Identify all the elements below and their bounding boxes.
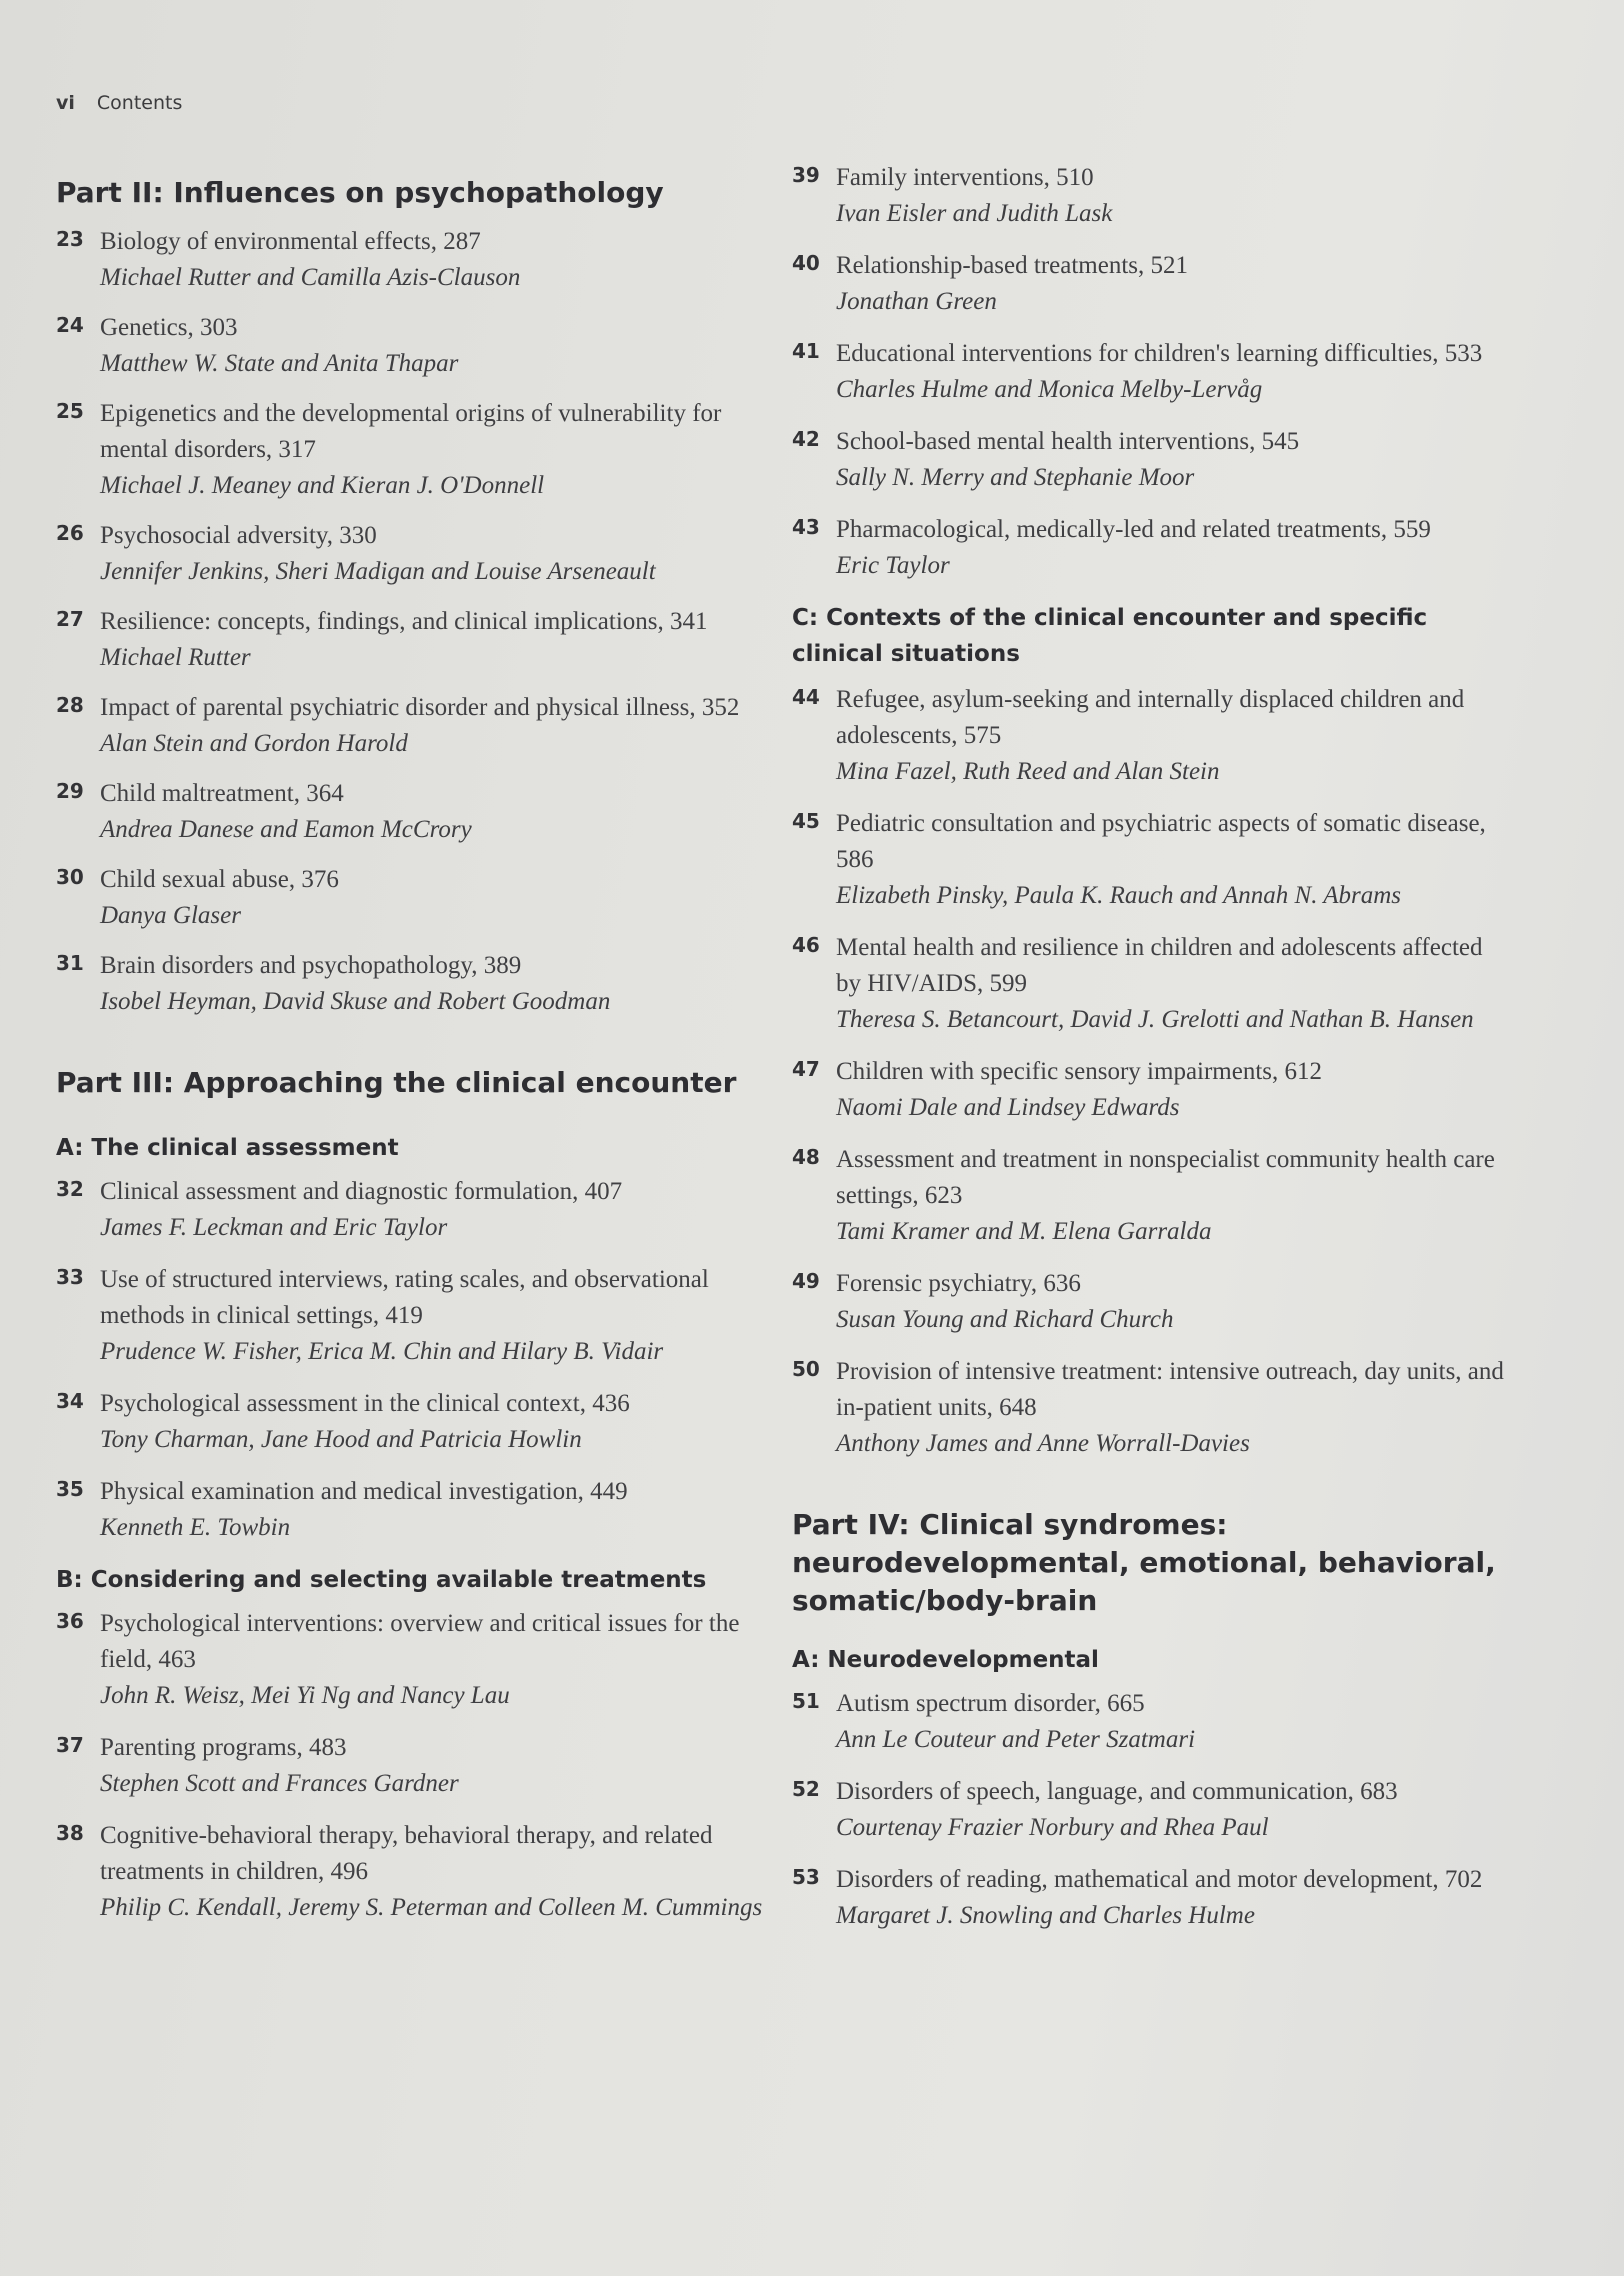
toc-entry	[792, 1142, 1512, 1250]
toc-entry	[56, 862, 776, 934]
chapter-authors: Mina Fazel, Ruth Reed and Alan Stein	[836, 758, 1220, 785]
chapter-authors: Courtenay Frazier Norbury and Rhea Paul	[836, 1814, 1269, 1841]
chapter-authors: Prudence W. Fisher, Erica M. Chin and Hilary B. Vidair	[100, 1338, 664, 1365]
right-column	[792, 160, 1512, 1950]
toc-entry	[792, 512, 1512, 584]
chapter-authors: Elizabeth Pinsky, Paula K. Rauch and Annah N. Abrams	[836, 882, 1402, 909]
chapter-number: 31	[56, 951, 84, 975]
running-head	[56, 92, 182, 114]
toc-entry	[56, 604, 776, 676]
chapter-number: 45	[792, 809, 820, 833]
chapter-number: 38	[56, 1821, 84, 1845]
chapter-title: Family interventions, 510	[836, 164, 1094, 191]
chapter-number: 23	[56, 227, 84, 251]
toc-entry	[792, 1354, 1512, 1462]
chapter-title: Physical examination and medical investigation, 449	[100, 1478, 628, 1505]
chapter-authors: Margaret J. Snowling and Charles Hulme	[836, 1902, 1255, 1929]
section-heading: C: Contexts of the clinical encounter and specific clinical situations	[792, 605, 1428, 667]
part-heading: Part II: Influences on psychopathology	[56, 176, 664, 209]
chapter-number: 29	[56, 779, 84, 803]
chapter-title: Genetics, 303	[100, 314, 238, 341]
chapter-number: 25	[56, 399, 84, 423]
chapter-authors: Alan Stein and Gordon Harold	[100, 730, 408, 757]
chapter-number: 43	[792, 515, 820, 539]
toc-entry	[792, 1686, 1512, 1758]
chapter-title: Disorders of speech, language, and communication, 683	[836, 1778, 1398, 1805]
toc-entry	[792, 424, 1512, 496]
chapter-number: 24	[56, 313, 84, 337]
chapter-number: 35	[56, 1477, 84, 1501]
chapter-authors: Tony Charman, Jane Hood and Patricia Howlin	[100, 1426, 582, 1453]
section-heading: B: Considering and selecting available treatments	[56, 1567, 707, 1593]
chapter-authors: Andrea Danese and Eamon McCrory	[100, 816, 472, 843]
toc-entry	[792, 682, 1512, 790]
toc-entry	[56, 690, 776, 762]
page-number: vi	[56, 92, 75, 114]
chapter-number: 28	[56, 693, 84, 717]
section-heading: A: Neurodevelopmental	[792, 1647, 1099, 1673]
chapter-number: 26	[56, 521, 84, 545]
chapter-title: Mental health and resilience in children and adolescents affected by HIV/AIDS, 599	[836, 934, 1483, 997]
toc-entry	[792, 1862, 1512, 1934]
chapter-title: Brain disorders and psychopathology, 389	[100, 952, 522, 979]
chapter-number: 49	[792, 1269, 820, 1293]
toc-entry	[792, 930, 1512, 1038]
toc-entry	[792, 1054, 1512, 1126]
toc-entry	[792, 1774, 1512, 1846]
section-heading: A: The clinical assessment	[56, 1135, 399, 1161]
chapter-authors: Anthony James and Anne Worrall-Davies	[836, 1430, 1250, 1457]
chapter-number: 27	[56, 607, 84, 631]
chapter-authors: Danya Glaser	[100, 902, 241, 929]
chapter-title: Child maltreatment, 364	[100, 780, 344, 807]
part-heading: Part IV: Clinical syndromes: neurodevelopmental, emotional, behavioral, somatic/body-brain	[792, 1508, 1496, 1617]
chapter-number: 48	[792, 1145, 820, 1169]
chapter-authors: Jennifer Jenkins, Sheri Madigan and Louise Arseneault	[100, 558, 656, 585]
chapter-title: Psychological assessment in the clinical context, 436	[100, 1390, 630, 1417]
chapter-authors: Jonathan Green	[836, 288, 997, 315]
chapter-number: 53	[792, 1865, 820, 1889]
chapter-title: Clinical assessment and diagnostic formulation, 407	[100, 1178, 623, 1205]
toc-entry	[56, 1262, 776, 1370]
chapter-title: Children with specific sensory impairments, 612	[836, 1058, 1323, 1085]
toc-entry	[56, 518, 776, 590]
chapter-authors: Sally N. Merry and Stephanie Moor	[836, 464, 1195, 491]
chapter-title: Cognitive-behavioral therapy, behavioral therapy, and related treatments in children, 496	[100, 1822, 713, 1885]
chapter-number: 50	[792, 1357, 820, 1381]
chapter-title: School-based mental health interventions, 545	[836, 428, 1300, 455]
chapter-title: Relationship-based treatments, 521	[836, 252, 1189, 279]
chapter-authors: James F. Leckman and Eric Taylor	[100, 1214, 448, 1241]
chapter-title: Autism spectrum disorder, 665	[836, 1690, 1145, 1717]
chapter-authors: John R. Weisz, Mei Yi Ng and Nancy Lau	[100, 1682, 510, 1709]
chapter-title: Provision of intensive treatment: intensive outreach, day units, and in-patient units, 648	[836, 1358, 1504, 1421]
entry-list	[792, 682, 1512, 1462]
chapter-number: 51	[792, 1689, 820, 1713]
chapter-authors: Isobel Heyman, David Skuse and Robert Goodman	[100, 988, 611, 1015]
toc-entry	[56, 776, 776, 848]
chapter-authors: Ann Le Couteur and Peter Szatmari	[836, 1726, 1196, 1753]
chapter-authors: Philip C. Kendall, Jeremy S. Peterman and Colleen M. Cummings	[100, 1894, 763, 1921]
toc-entry	[56, 1818, 776, 1926]
chapter-title: Child sexual abuse, 376	[100, 866, 339, 893]
toc-entry	[56, 1606, 776, 1714]
chapter-authors: Susan Young and Richard Church	[836, 1306, 1174, 1333]
chapter-number: 40	[792, 251, 820, 275]
chapter-authors: Eric Taylor	[836, 552, 950, 579]
toc-entry	[56, 396, 776, 504]
entry-list	[792, 1686, 1512, 1934]
chapter-title: Pediatric consultation and psychiatric aspects of somatic disease, 586	[836, 810, 1486, 873]
chapter-title: Resilience: concepts, findings, and clinical implications, 341	[100, 608, 708, 635]
toc-entry	[56, 948, 776, 1020]
chapter-number: 44	[792, 685, 820, 709]
chapter-number: 46	[792, 933, 820, 957]
chapter-number: 33	[56, 1265, 84, 1289]
chapter-number: 34	[56, 1389, 84, 1413]
toc-entry	[792, 1266, 1512, 1338]
chapter-authors: Michael Rutter and Camilla Azis-Clauson	[100, 264, 521, 291]
toc-entry	[56, 1730, 776, 1802]
chapter-authors: Tami Kramer and M. Elena Garralda	[836, 1218, 1212, 1245]
chapter-authors: Michael Rutter	[100, 644, 251, 671]
chapter-number: 36	[56, 1609, 84, 1633]
chapter-title: Forensic psychiatry, 636	[836, 1270, 1081, 1297]
chapter-title: Use of structured interviews, rating scales, and observational methods in clinical settings, 419	[100, 1266, 709, 1329]
toc-entry	[56, 1174, 776, 1246]
entry-list	[792, 160, 1512, 584]
left-column	[56, 160, 776, 1942]
entry-list	[56, 224, 776, 1020]
chapter-title: Parenting programs, 483	[100, 1734, 347, 1761]
chapter-number: 41	[792, 339, 820, 363]
chapter-title: Educational interventions for children's learning difficulties, 533	[836, 340, 1483, 367]
chapter-title: Impact of parental psychiatric disorder and physical illness, 352	[100, 694, 740, 721]
chapter-title: Psychological interventions: overview and critical issues for the field, 463	[100, 1610, 740, 1673]
chapter-title: Assessment and treatment in nonspecialist community health care settings, 623	[836, 1146, 1495, 1209]
toc-entry	[792, 160, 1512, 232]
chapter-title: Disorders of reading, mathematical and motor development, 702	[836, 1866, 1483, 1893]
toc-entry	[792, 336, 1512, 408]
chapter-authors: Theresa S. Betancourt, David J. Grelotti and Nathan B. Hansen	[836, 1006, 1474, 1033]
entry-list	[56, 1606, 776, 1926]
chapter-authors: Stephen Scott and Frances Gardner	[100, 1770, 459, 1797]
entry-list	[56, 1174, 776, 1546]
toc-entry	[56, 224, 776, 296]
toc-entry	[56, 1386, 776, 1458]
chapter-title: Biology of environmental effects, 287	[100, 228, 481, 255]
chapter-title: Epigenetics and the developmental origins of vulnerability for mental disorders, 317	[100, 400, 722, 463]
chapter-number: 52	[792, 1777, 820, 1801]
chapter-number: 47	[792, 1057, 820, 1081]
chapter-title: Psychosocial adversity, 330	[100, 522, 377, 549]
chapter-authors: Naomi Dale and Lindsey Edwards	[836, 1094, 1180, 1121]
chapter-number: 37	[56, 1733, 84, 1757]
chapter-number: 32	[56, 1177, 84, 1201]
chapter-authors: Kenneth E. Towbin	[100, 1514, 291, 1541]
toc-entry	[56, 310, 776, 382]
chapter-title: Refugee, asylum-seeking and internally displaced children and adolescents, 575	[836, 686, 1465, 749]
chapter-authors: Ivan Eisler and Judith Lask	[836, 200, 1113, 227]
part-heading: Part III: Approaching the clinical encounter	[56, 1066, 737, 1099]
chapter-number: 30	[56, 865, 84, 889]
toc-entry	[56, 1474, 776, 1546]
chapter-authors: Michael J. Meaney and Kieran J. O'Donnell	[100, 472, 545, 499]
chapter-number: 42	[792, 427, 820, 451]
chapter-title: Pharmacological, medically-led and related treatments, 559	[836, 516, 1431, 543]
chapter-authors: Charles Hulme and Monica Melby-Lervåg	[836, 376, 1263, 403]
running-head-label: Contents	[96, 92, 183, 114]
toc-entry	[792, 248, 1512, 320]
chapter-authors: Matthew W. State and Anita Thapar	[100, 350, 459, 377]
chapter-number: 39	[792, 163, 820, 187]
toc-entry	[792, 806, 1512, 914]
